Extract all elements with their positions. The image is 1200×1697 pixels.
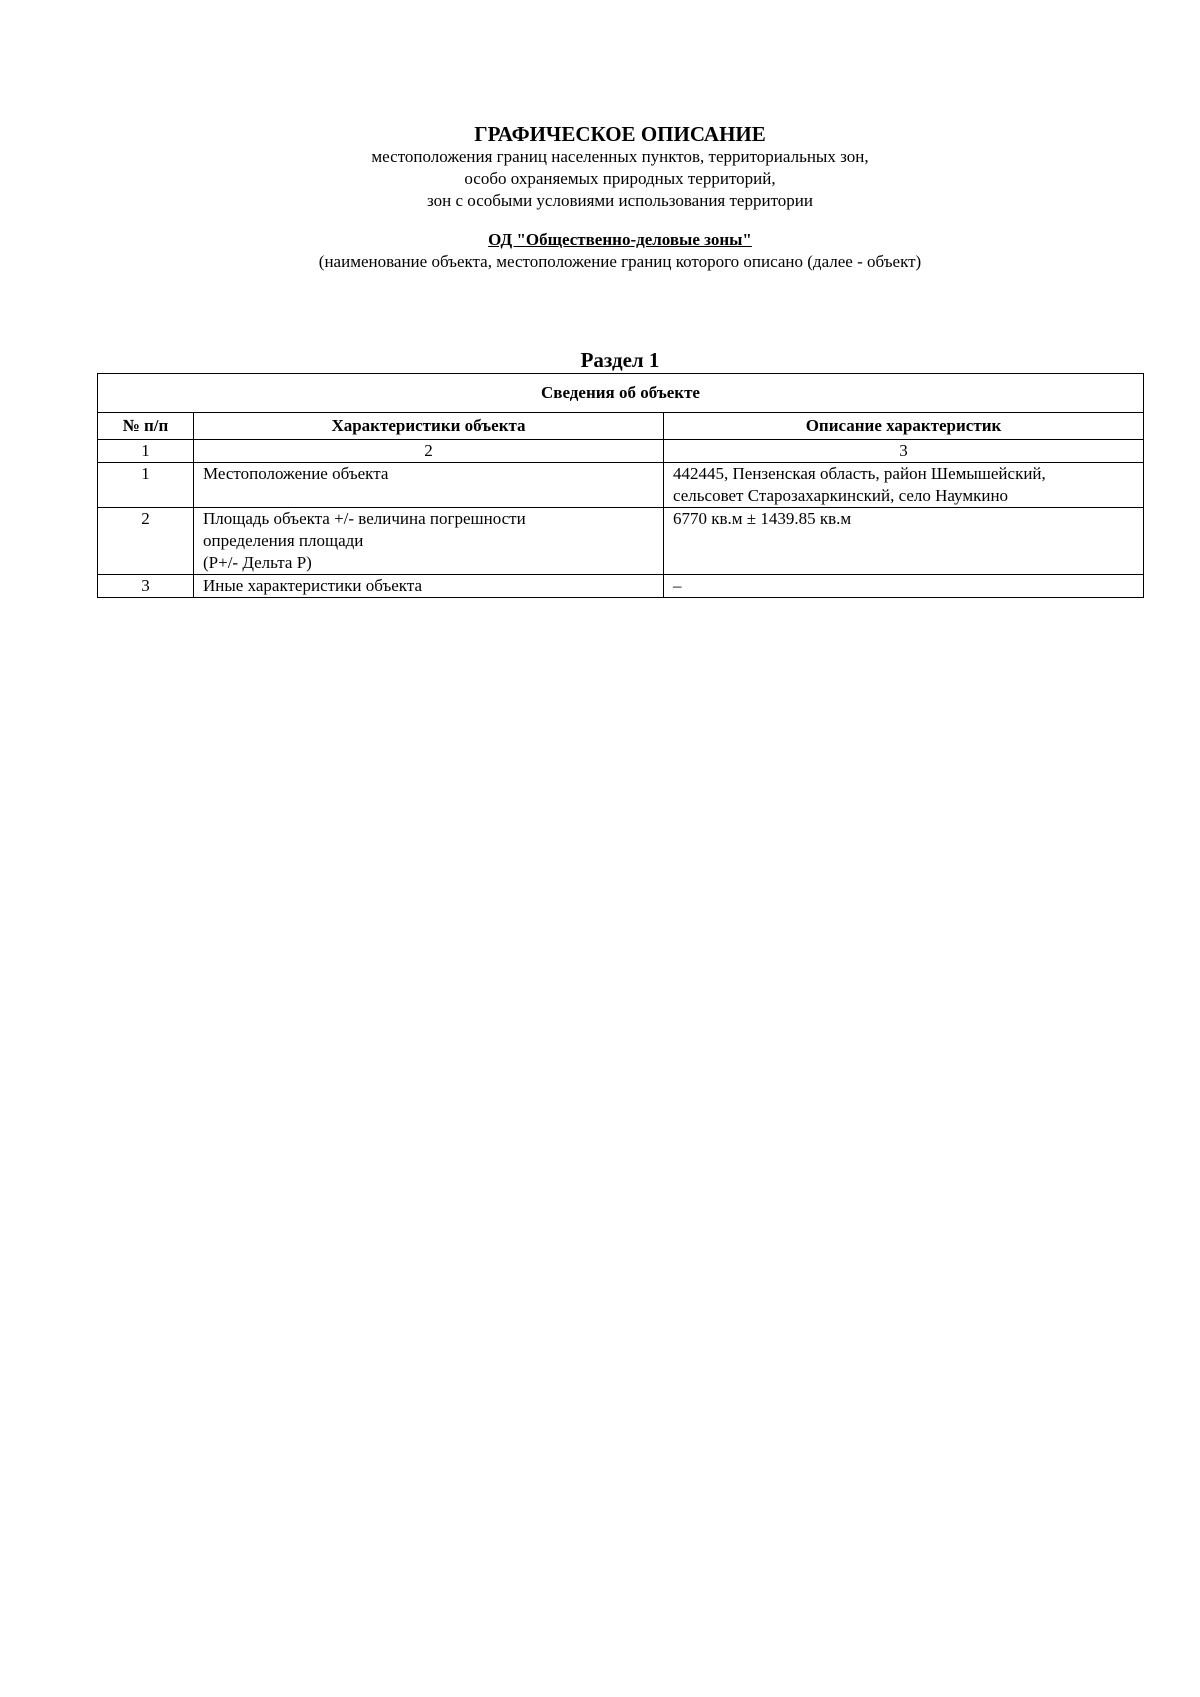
row-characteristic — [194, 463, 664, 508]
column-header-characteristic: Характеристики объекта — [194, 413, 664, 440]
document-subtitle-line-1: местоположения границ населенных пунктов, территориальных зон, — [371, 147, 869, 166]
description-line: сельсовет Старозахаркинский, село Наумкино — [673, 486, 1009, 505]
table-header-row — [98, 413, 1144, 440]
table-row — [98, 508, 1144, 575]
table-caption: Сведения об объекте — [98, 374, 1144, 413]
table-caption-row — [98, 374, 1144, 413]
row-characteristic — [194, 575, 664, 598]
column-header-description: Описание характеристик — [664, 413, 1144, 440]
column-index-row — [98, 440, 1144, 463]
row-characteristic — [194, 508, 664, 575]
row-number: 3 — [98, 575, 194, 598]
description-line: – — [673, 576, 682, 595]
row-number: 1 — [98, 463, 194, 508]
table-row — [98, 463, 1144, 508]
document-subtitle-line-3: зон с особыми условиями использования территории — [427, 191, 813, 210]
column-index-3: 3 — [664, 440, 1144, 463]
object-caption: (наименование объекта, местоположение границ которого описано (далее - объект) — [318, 252, 922, 271]
row-description — [664, 575, 1144, 598]
document-subtitle-line-2: особо охраняемых природных территорий, — [464, 169, 776, 188]
characteristic-line: Иные характеристики объекта — [203, 576, 423, 595]
characteristic-line: (Р+/- Дельта Р) — [203, 553, 312, 572]
row-description — [664, 508, 1144, 575]
row-description — [664, 463, 1144, 508]
description-line: 6770 кв.м ± 1439.85 кв.м — [673, 509, 852, 528]
table-row — [98, 575, 1144, 598]
object-name: ОД "Общественно-деловые зоны" — [488, 230, 752, 249]
section-title: Раздел 1 — [580, 348, 660, 372]
document-header — [0, 122, 1200, 273]
object-info-table — [97, 373, 1144, 598]
description-line: 442445, Пензенская область, район Шемышейский, — [673, 464, 1046, 483]
column-index-2: 2 — [194, 440, 664, 463]
characteristic-line: Площадь объекта +/- величина погрешности — [203, 509, 526, 528]
characteristic-line: Местоположение объекта — [203, 464, 389, 483]
row-number: 2 — [98, 508, 194, 575]
characteristic-line: определения площади — [203, 531, 364, 550]
document-title: ГРАФИЧЕСКОЕ ОПИСАНИЕ — [474, 122, 766, 146]
column-index-1: 1 — [98, 440, 194, 463]
column-header-number: № п/п — [98, 413, 194, 440]
